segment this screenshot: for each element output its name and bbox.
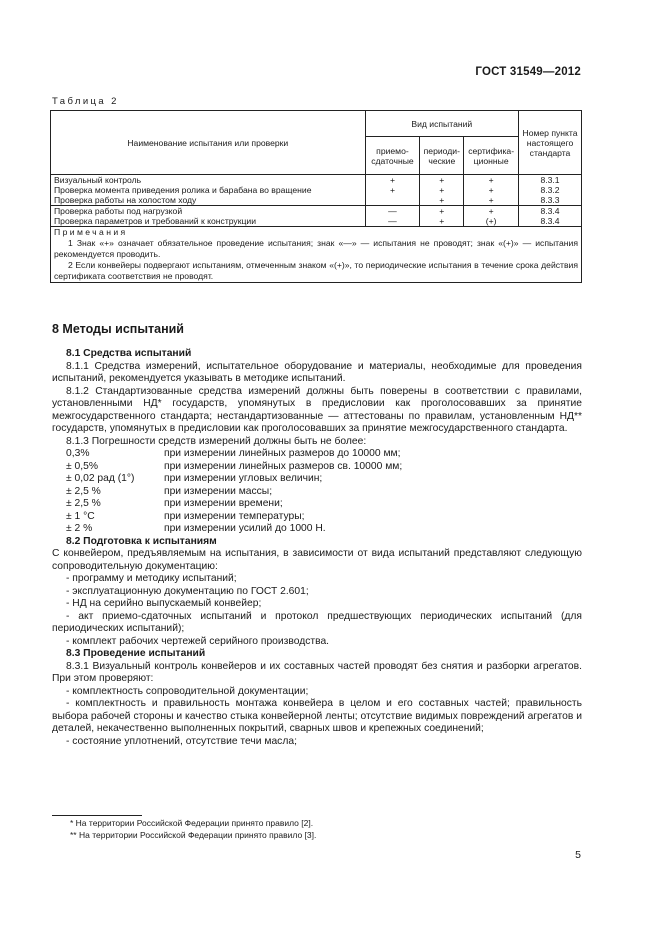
section-8-body (52, 348, 582, 748)
list-item: - программу и методику испытаний; (66, 573, 237, 584)
mark: + (488, 206, 494, 216)
header-periodic-line: ческие (428, 155, 456, 166)
group2-names (51, 206, 366, 227)
tolerance-value: ± 0,02 рад (1°) (66, 473, 135, 484)
mark: — (388, 206, 397, 216)
list-item: - акт приемо-сдаточных испытаний и протокол предшествующих периодических испытаний (для периодических испытаний); (52, 610, 582, 634)
clause-number: 8.3.4 (540, 206, 560, 216)
subsection-8-1-title: 8.1 Средства испытаний (66, 348, 192, 359)
tolerance-value: ± 0,5% (66, 460, 98, 472)
table-notes-row (51, 227, 582, 283)
tolerance-text: при измерении линейных размеров св. 10000 мм; (164, 460, 403, 472)
header-acceptance-line: сдаточные (371, 155, 414, 166)
mark: + (389, 175, 395, 185)
tolerance-text: при измерении температуры; (164, 510, 305, 522)
group1-names (51, 175, 366, 206)
list-item: - комплект рабочих чертежей серийного производства. (66, 635, 330, 647)
group1-clauses (519, 175, 582, 206)
tolerance-value: 0,3% (66, 448, 90, 459)
list-item: - комплектность и правильность монтажа конвейера в целом и его составных частей; правильность выбора рабочей стороны и качество стыка конвейерной ленты; отсутствие видимых повреждений агрегатов и деталей, некачественно выполненных покрытий, сварных швов и крепежных соединений; (52, 698, 582, 734)
list-item: - состояние уплотнений, отсутствие течи масла; (66, 735, 297, 747)
mark: + (439, 216, 445, 226)
test-name: Визуальный контроль (54, 175, 142, 185)
group2-clauses (519, 206, 582, 227)
group2-periodic (420, 206, 464, 227)
mark: + (488, 185, 494, 195)
header-acceptance-line: приемо- (376, 145, 409, 156)
mark: + (389, 185, 395, 195)
header-clause-number (519, 111, 582, 175)
footnote-2: ** На территории Российской Федерации принято правило [3]. (70, 829, 317, 840)
test-name: Проверка работы под нагрузкой (54, 206, 183, 216)
group1-certification (464, 175, 519, 206)
clause-number: 8.3.3 (540, 195, 560, 205)
mark: + (439, 195, 445, 205)
header-clause-line: стандарта (529, 147, 571, 158)
clause-number: 8.3.4 (540, 216, 560, 226)
header-clause-line: настоящего (526, 137, 574, 148)
clause-number: 8.3.2 (540, 185, 560, 195)
group2-acceptance (365, 206, 420, 227)
tolerance-value: ± 2 % (66, 523, 93, 534)
tolerance-row (52, 523, 582, 536)
note-1: 1 Знак «+» означает обязательное проведение испытания; знак «—» — испытания не проводят; знак «(+)» — испытания рекомендуется проводить. (54, 238, 578, 259)
tolerance-value: ± 2,5 % (66, 485, 101, 497)
group1-acceptance (365, 175, 420, 206)
test-name: Проверка работы на холостом ходу (54, 195, 197, 205)
tolerance-row (52, 498, 582, 511)
header-acceptance (365, 137, 420, 175)
page-number: 5 (575, 849, 581, 861)
header-test-kind: Вид испытаний (365, 111, 518, 137)
paragraph-8-3-1: 8.3.1 Визуальный контроль конвейеров и их составных частей проводят без снятия и разборки агрегатов. При этом проверяют: (52, 660, 582, 684)
list-item: - комплектность сопроводительной документации; (66, 685, 309, 697)
header-clause-line: Номер пункта (522, 127, 578, 138)
group2-certification (464, 206, 519, 227)
header-certification-line: сертифика- (468, 145, 515, 156)
clause-number: 8.3.1 (540, 175, 560, 185)
subsection-8-2-title: 8.2 Подготовка к испытаниям (66, 535, 217, 547)
footnotes (70, 818, 316, 841)
mark: (+) (485, 216, 497, 226)
list-item: - НД на серийно выпускаемый конвейер; (66, 598, 262, 609)
table-caption: Таблица 2 (52, 96, 119, 107)
tolerance-row (52, 486, 582, 499)
standard-code: ГОСТ 31549—2012 (475, 66, 581, 78)
mark: + (439, 175, 445, 185)
note-2: 2 Если конвейеры подвергают испытаниям, отмеченным знаком «(+)», то периодические испытания в течение срока действия сертификата соответствия не проводят. (54, 260, 578, 281)
tolerance-row (52, 473, 582, 486)
mark: — (388, 216, 397, 226)
notes-title: Примечания (54, 227, 128, 237)
tolerance-text: при измерении усилий до 1000 Н. (164, 523, 326, 534)
header-certification (464, 137, 519, 175)
tests-table (50, 110, 582, 283)
paragraph-8-1-2: 8.1.2 Стандартизованные средства измерений должны быть поверены в соответствии с правилами, установленными НД* государств, упомянутых в предисловии как проголосовавших за принятие межгосударственного стандарта; нестандартизованные — аттестованы по правилам, установленным НД** государств, упомянутых в предисловии как проголосовавших за принятие межгосударственного стандарта. (52, 385, 582, 434)
section-8-title: 8 Методы испытаний (52, 322, 184, 336)
group1-periodic (420, 175, 464, 206)
paragraph-8-2-intro: С конвейером, предъявляемым на испытания, в зависимости от вида испытаний представляют следующую сопроводительную документацию: (52, 548, 582, 572)
tolerance-row (52, 511, 582, 524)
mark: + (488, 175, 494, 185)
mark: + (488, 195, 494, 205)
tolerance-value: ± 1 °С (66, 510, 95, 522)
table-notes (51, 227, 582, 283)
mark: + (439, 206, 445, 216)
list-item: - эксплуатационную документацию по ГОСТ 2.601; (66, 585, 309, 597)
tolerance-text: при измерении линейных размеров до 10000 мм; (164, 448, 401, 459)
header-certification-line: ционные (473, 155, 509, 166)
header-name: Наименование испытания или проверки (51, 111, 366, 175)
tolerance-text: при измерении массы; (164, 485, 273, 497)
tolerance-text: при измерении времени; (164, 498, 283, 509)
subsection-8-3-title: 8.3 Проведение испытаний (66, 648, 206, 659)
table-row (51, 206, 582, 227)
footnote-divider (52, 815, 142, 816)
tolerance-text: при измерении угловых величин; (164, 473, 323, 484)
test-name: Проверка момента приведения ролика и барабана во вращение (54, 185, 312, 195)
tolerance-row (52, 448, 582, 461)
mark (369, 195, 417, 205)
header-periodic (420, 137, 464, 175)
tolerance-value: ± 2,5 % (66, 498, 101, 509)
mark: + (439, 185, 445, 195)
paragraph-8-1-1: 8.1.1 Средства измерений, испытательное оборудование и материалы, необходимые для проведения испытаний, рекомендуется указывать в методике испытаний. (52, 360, 582, 384)
paragraph-8-1-3: 8.1.3 Погрешности средств измерений должны быть не более: (66, 435, 367, 447)
header-periodic-line: периоди- (423, 145, 460, 156)
test-name: Проверка параметров и требований к конструкции (54, 216, 257, 226)
table-row (51, 175, 582, 206)
tolerance-row (52, 461, 582, 474)
footnote-1: * На территории Российской Федерации принято правило [2]. (70, 818, 314, 828)
